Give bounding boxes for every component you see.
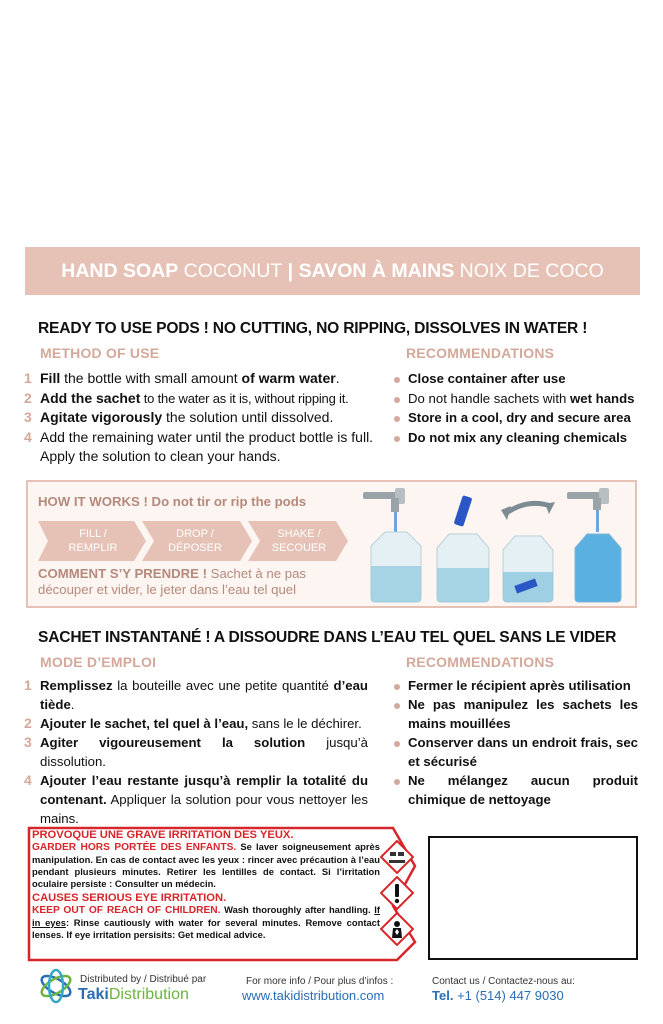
title-fr-bold: SAVON À MAINS — [298, 259, 455, 282]
en-step-1: 1 Fill the bottle with small amount of warm water. — [24, 370, 340, 386]
blank-label-box — [428, 836, 638, 960]
fr-reco-title: RECOMMENDATIONS — [406, 654, 555, 670]
fr-rec-4: Ne mélangez aucun produit chimique de nettoyage — [394, 771, 638, 809]
en-headline: READY TO USE PODS ! NO CUTTING, NO RIPPING, DISSOLVES IN WATER ! — [38, 320, 588, 337]
taki-logo-icon — [38, 968, 74, 1004]
hazard-en-h1: CAUSES SERIOUS EYE IRRITATION. — [32, 892, 227, 904]
en-step-4: 4 Add the remaining water until the product bottle is full. Apply the solution to clean your hands. — [24, 428, 374, 464]
phone-number[interactable]: Tel. +1 (514) 447 9030 — [432, 988, 564, 1003]
hazard-text — [32, 829, 380, 941]
fr-step-2: 2 Ajouter le sachet, tel quel à l’eau, sans le le déchirer. — [24, 715, 362, 731]
usage-illustration — [355, 486, 635, 604]
fr-step-3: 3 Agiter vigoureusement la solution jusqu’à dissolution. — [24, 734, 368, 769]
fr-rec-1: Fermer le récipient après utilisation — [394, 676, 638, 695]
en-rec-2: Do not handle sachets with wet hands — [394, 389, 644, 409]
hazard-fr-h1: PROVOQUE UNE GRAVE IRRITATION DES YEUX. — [32, 829, 294, 841]
more-info-label: For more info / Pour plus d’infos : — [246, 976, 394, 987]
exclamation-icon — [380, 876, 414, 910]
step-drop: DROP / DÉPOSER — [168, 528, 222, 554]
en-recs — [394, 369, 644, 447]
en-rec-3: Store in a cool, dry and secure area — [394, 408, 644, 428]
en-rec-1: Close container after use — [394, 369, 644, 389]
step-fill: FILL / REMPLIR — [68, 528, 118, 554]
fr-rec-3: Conserver dans un endroit frais, sec et sécurisé — [394, 733, 638, 771]
corrosion-icon — [380, 840, 414, 874]
en-steps — [26, 369, 374, 467]
health-hazard-icon — [380, 912, 414, 946]
fr-recs — [394, 676, 638, 809]
en-reco-title: RECOMMENDATIONS — [406, 345, 555, 361]
brand-name: TakiDistribution — [78, 986, 189, 1003]
hazard-en-body: KEEP OUT OF REACH OF CHILDREN. Wash thoroughly after handling. If in eyes: Rinse cautiously with water for several minutes. Remove contact lenses. If eye irritation persisits: Get medical advice. — [32, 904, 381, 940]
hazard-fr-body: GARDER HORS PORTÉE DES ENFANTS. Se laver soigneusement après manipulation. En cas de contact avec les yeux : rincer avec précaution à l’eau pendant plusieurs minutes. Retirer les lentilles de contact. Si l’irritation oculaire persiste : Consulter un médecin. — [32, 841, 380, 889]
contact-label: Contact us / Contactez-nous au: — [432, 976, 575, 987]
en-rec-4: Do not mix any cleaning chemicals — [394, 428, 644, 448]
distributed-by-label: Distributed by / Distribué par — [80, 974, 207, 985]
step-shake: SHAKE / SECOUER — [271, 528, 327, 554]
title-en-bold: HAND SOAP — [61, 259, 179, 282]
fr-step-4: 4 Ajouter l’eau restante jusqu’à remplir la totalité du contenant. Appliquer la solution pour vous nettoyer les mains. — [24, 772, 368, 826]
tap-icon — [363, 488, 405, 512]
en-method-title: METHOD OF USE — [40, 345, 160, 361]
how-fr-text: COMMENT S’Y PRENDRE ! Sachet à ne pas découper et vider, le jeter dans l’eau tel quel — [38, 566, 306, 597]
en-step-3: 3 Agitate vigorously the solution until dissolved. — [24, 409, 334, 425]
fr-method-title: MODE D’EMPLOI — [40, 654, 157, 670]
title-separator: | — [287, 259, 294, 282]
title-fr-light: NOIX DE COCO — [459, 259, 604, 282]
title-en-light: COCONUT — [183, 259, 283, 282]
how-title: HOW IT WORKS ! Do not tir or rip the pods — [38, 494, 307, 509]
en-step-2: 2 Add the sachet to the water as it is, without ripping it. — [24, 389, 349, 406]
product-title-banner — [25, 247, 640, 295]
website-link[interactable]: www.takidistribution.com — [242, 988, 385, 1003]
fr-rec-2: Ne pas manipulez les sachets les mains mouillées — [394, 695, 638, 733]
fr-step-1: 1 Remplissez la bouteille avec une petite quantité d’eau tiède. — [24, 677, 368, 712]
fr-steps — [26, 676, 368, 828]
fr-headline: SACHET INSTANTANÉ ! A DISSOUDRE DANS L’EAU TEL QUEL SANS LE VIDER — [38, 629, 617, 646]
